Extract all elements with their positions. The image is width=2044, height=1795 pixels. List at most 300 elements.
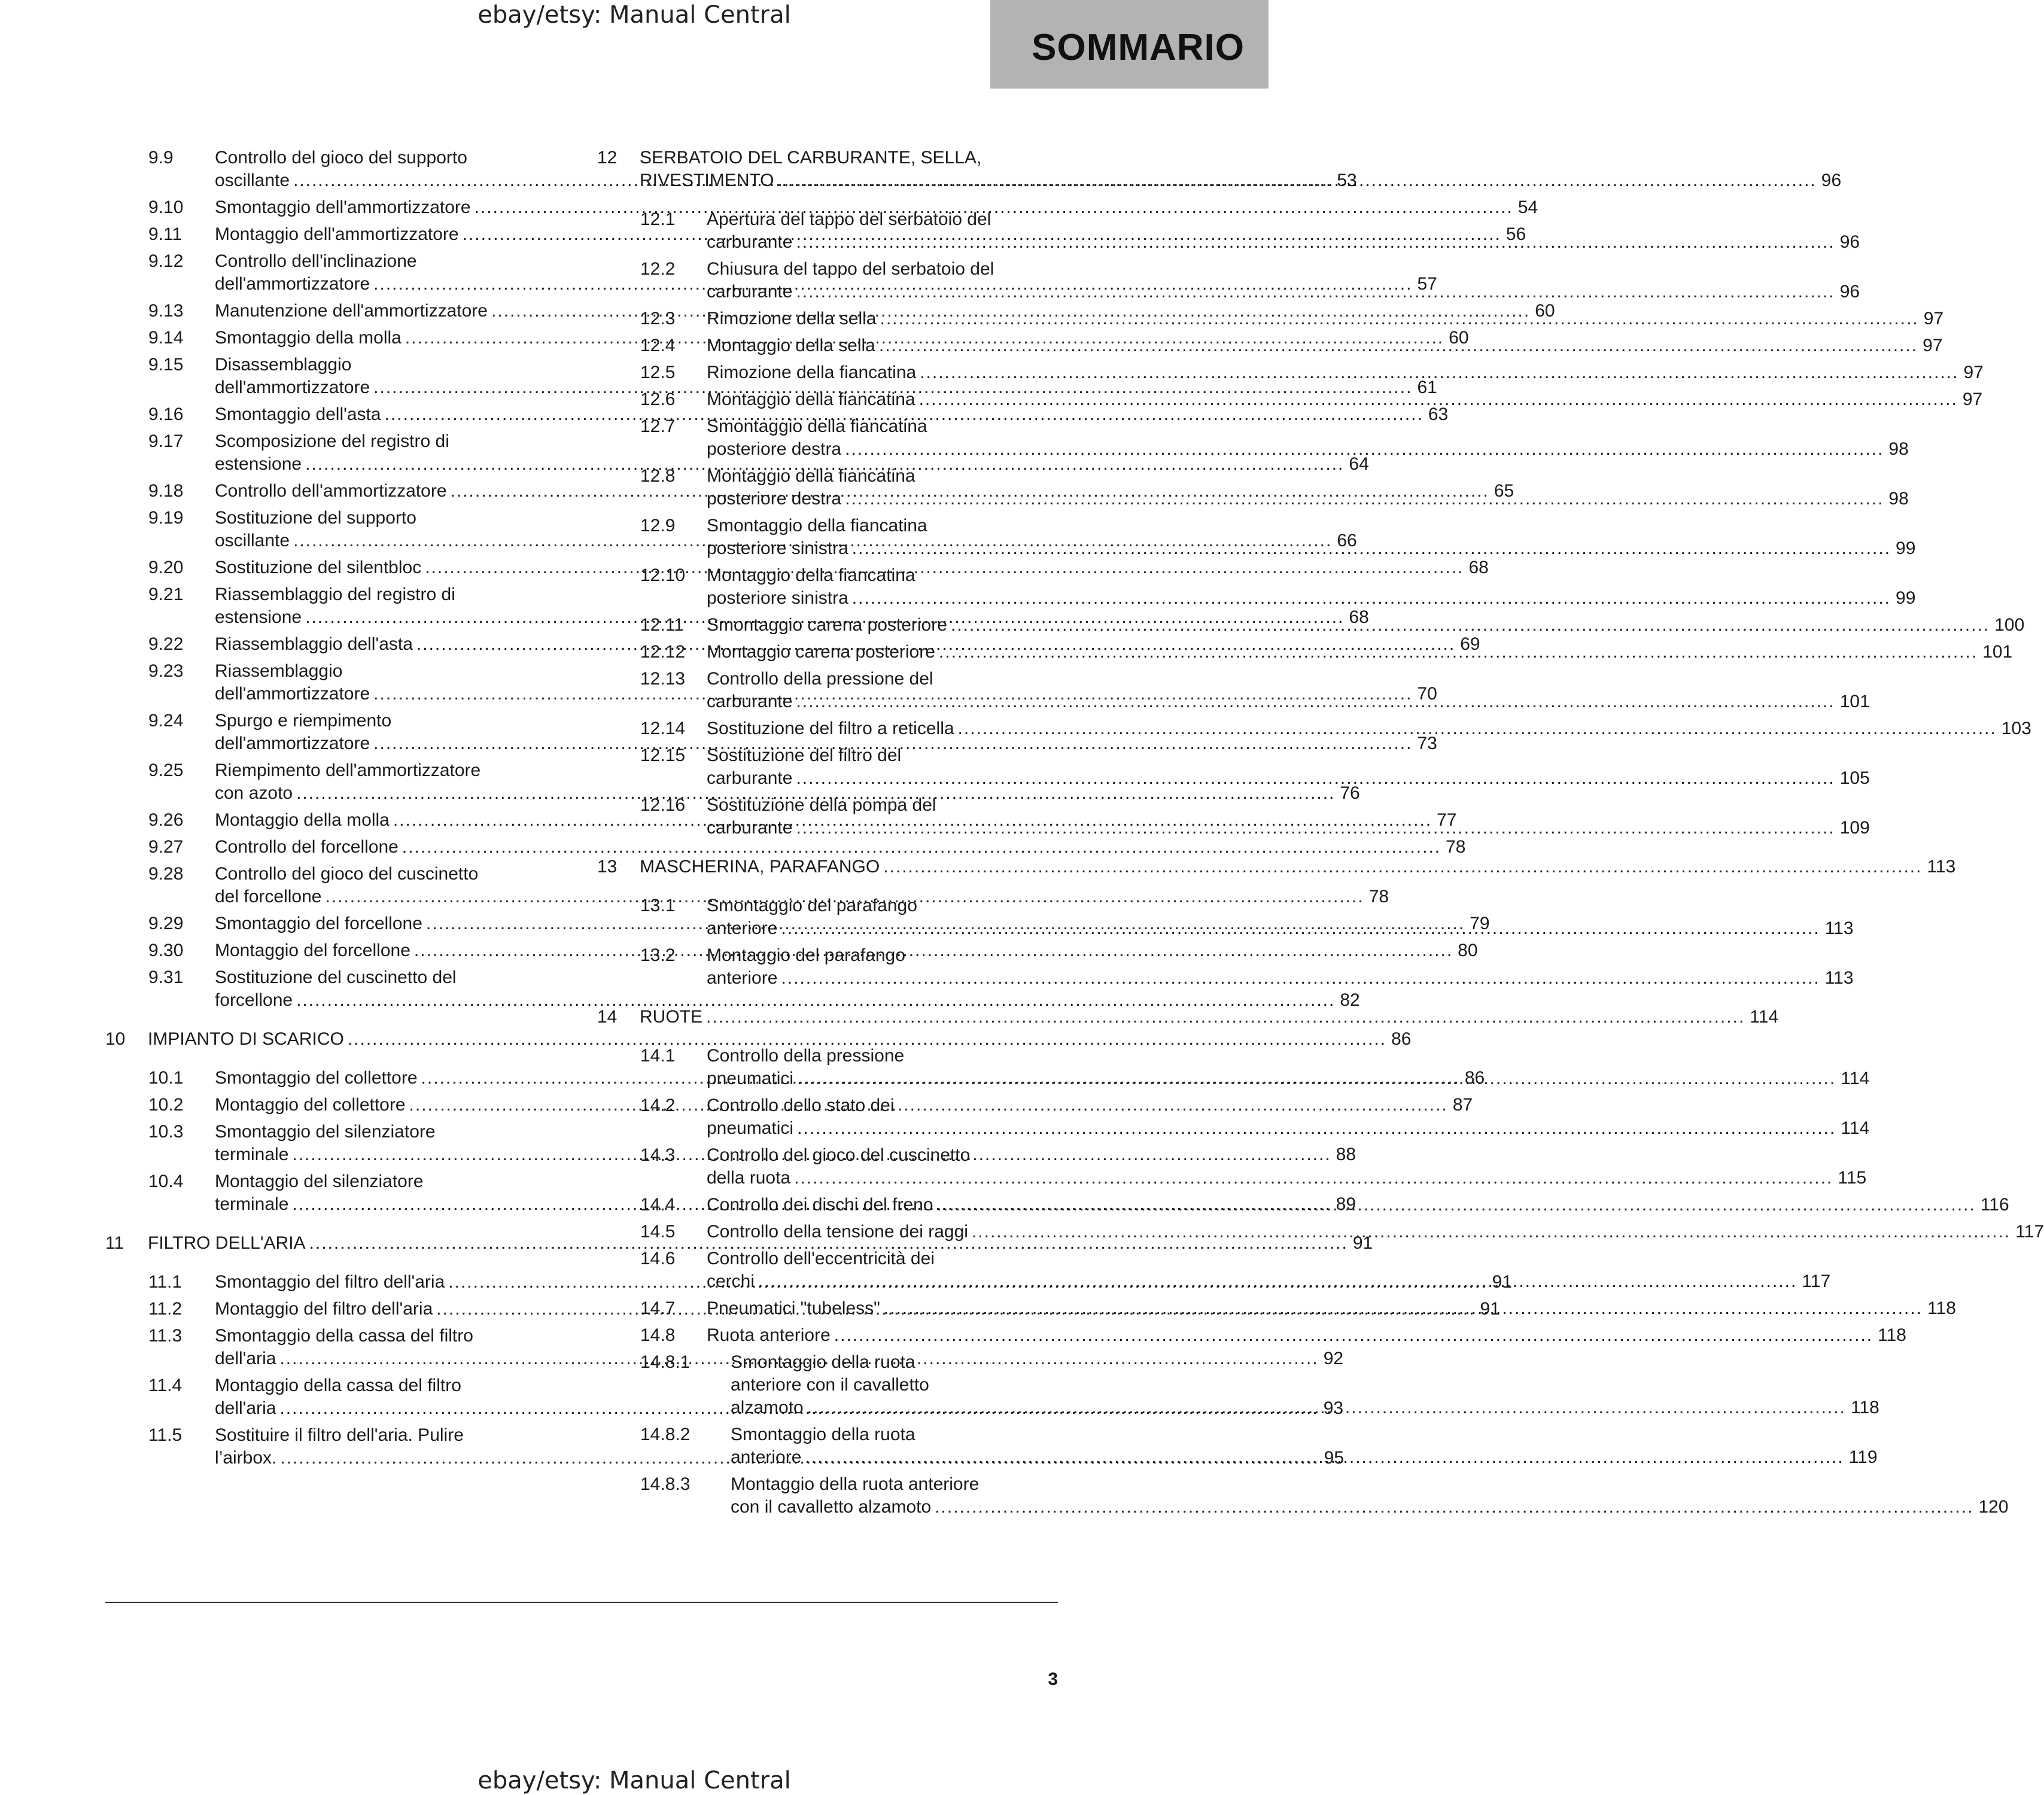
toc-entry-number: 9.14 — [148, 328, 184, 348]
toc-page-number: 80 — [1458, 941, 1478, 960]
toc-entry-line: Smontaggio dell'ammortizzatore — [215, 197, 471, 217]
toc-page-number: 69 — [1460, 634, 1480, 654]
toc-page-number: 114 — [1841, 1069, 1870, 1088]
toc-page-number: 64 — [1349, 454, 1369, 474]
toc-dot-leader — [797, 1117, 1836, 1140]
toc-entry-line: anteriore — [731, 1447, 802, 1467]
toc-entry[interactable] — [597, 361, 1984, 384]
toc-entry-number: 9.28 — [148, 864, 184, 884]
toc-page-number: 89 — [1336, 1194, 1356, 1214]
toc-entry-number: 9.26 — [148, 810, 184, 830]
toc-entry-line: Sostituzione del cuscinetto del — [215, 968, 457, 987]
toc-entry-line: dell'ammortizzatore — [215, 378, 370, 397]
toc-entry-number: 14.1 — [640, 1046, 676, 1066]
toc-entry-line: Controllo della tensione dei raggi — [707, 1222, 968, 1242]
toc-page-number: 91 — [1480, 1299, 1500, 1319]
toc-entry-line: Smontaggio della ruota — [731, 1352, 915, 1372]
toc-dot-leader — [758, 1270, 1797, 1293]
toc-dot-leader — [852, 587, 1891, 610]
toc-entry-number: 12.9 — [640, 516, 676, 536]
toc-entry-number: 14 — [597, 1007, 618, 1027]
toc-entry-line: Montaggio del parafango — [707, 945, 905, 965]
toc-entry-line: Smontaggio della fiancatina — [707, 416, 927, 436]
toc-entry-number: 13 — [597, 857, 618, 877]
toc-entry-text — [707, 1248, 1830, 1293]
toc-entry-line: carburante — [707, 692, 793, 711]
toc-chapter[interactable] — [105, 1028, 1412, 1051]
toc-entry-line: Chiusura del tappo del serbatoio del — [707, 259, 994, 279]
toc-entry-line: della ruota — [707, 1168, 791, 1188]
toc-entry-number: 9.24 — [148, 711, 184, 731]
toc-entry-number: 11 — [105, 1233, 124, 1253]
toc-entry[interactable] — [105, 836, 1466, 859]
toc-dot-leader — [935, 1496, 1973, 1519]
toc-entry-text — [731, 1351, 1879, 1419]
toc-page-number: 99 — [1896, 588, 1916, 608]
toc-entry-line: Controllo dell'ammortizzatore — [215, 481, 447, 501]
toc-page-number: 118 — [1927, 1298, 1956, 1318]
toc-entry-number: 14.8.2 — [640, 1425, 691, 1444]
toc-page-number: 109 — [1839, 818, 1870, 838]
toc-page-number: 113 — [1927, 857, 1956, 877]
toc-entry-line: Controllo del forcellone — [215, 837, 399, 857]
toc-page-number: 103 — [2001, 719, 2031, 738]
toc-chapter[interactable] — [597, 1006, 1779, 1029]
toc-entry-line: estensione — [215, 607, 302, 627]
toc-entry-number: 12.16 — [640, 795, 686, 815]
toc-entry-line: Rimozione della sella — [707, 309, 877, 328]
toc-entry-number: 12.4 — [640, 336, 676, 355]
toc-entry-text — [707, 1144, 1866, 1189]
toc-page-number: 57 — [1417, 274, 1437, 294]
toc-chapter[interactable] — [597, 856, 1956, 878]
toc-entry-line: Riassemblaggio — [215, 661, 343, 681]
toc-page-number: 117 — [2015, 1222, 2044, 1242]
toc-entry-text — [707, 308, 1943, 330]
toc-entry-line: oscillante — [215, 171, 290, 190]
toc-entry-text — [707, 717, 2031, 740]
toc-entry-number: 9.20 — [148, 558, 184, 577]
toc-entry-line: Riassemblaggio del registro di — [215, 585, 455, 604]
toc-entry-number: 10.1 — [148, 1068, 184, 1088]
toc-entry-number: 14.8 — [640, 1325, 676, 1345]
toc-page-number: 70 — [1417, 684, 1437, 704]
toc-entry-number: 14.7 — [640, 1298, 676, 1318]
toc-entry-line: Sostituzione del filtro del — [707, 746, 902, 765]
toc-entry-text — [731, 1473, 2009, 1519]
toc-page-number: 77 — [1437, 810, 1457, 830]
toc-page-number: 73 — [1417, 734, 1437, 753]
toc-entry-number: 14.4 — [640, 1195, 676, 1215]
toc-entry-line: anteriore con il cavalletto — [731, 1375, 929, 1395]
toc-entry-number: 9.19 — [148, 508, 184, 528]
toc-entry-line: FILTRO DELL'ARIA — [148, 1233, 306, 1253]
toc-entry-number: 14.6 — [640, 1249, 676, 1268]
page-number: 3 — [1048, 1669, 1058, 1689]
toc-entry-line: Montaggio della molla — [215, 810, 390, 830]
toc-dot-leader — [796, 690, 1835, 713]
toc-entry-number: 11.2 — [148, 1299, 182, 1319]
toc-entry-line: Smontaggio della cassa del filtro — [215, 1326, 473, 1346]
toc-entry-text — [707, 895, 1854, 940]
toc-page-number: 60 — [1449, 328, 1469, 348]
toc-entry-number: 12.10 — [640, 565, 686, 585]
toc-entry-line: posteriore destra — [707, 439, 842, 459]
toc-entry-number: 10.4 — [148, 1172, 184, 1191]
toc-entry-line: Controllo del gioco del cuscinetto — [707, 1145, 971, 1165]
toc-entry-text — [707, 515, 1915, 560]
toc-entry-number: 11.3 — [148, 1326, 182, 1346]
toc-entry-line: carburante — [707, 232, 793, 252]
toc-page-number: 120 — [1978, 1497, 2009, 1517]
toc-entry-line: Montaggio della cassa del filtro — [215, 1376, 461, 1395]
toc-entry-line: terminale — [215, 1145, 289, 1164]
toc-dot-leader — [883, 856, 1922, 878]
toc-entry-line: Controllo dell'eccentricità dei — [707, 1249, 935, 1268]
toc-entry-line: posteriore destra — [707, 489, 842, 509]
toc-entry-line: Controllo dell'inclinazione — [215, 251, 417, 271]
toc-entry-text — [707, 388, 1982, 411]
toc-entry-line: Smontaggio del silenziatore — [215, 1122, 436, 1142]
toc-page-number: 66 — [1337, 531, 1357, 550]
toc-entry[interactable] — [597, 1473, 2009, 1519]
toc-entry-line: Manutenzione dell'ammortizzatore — [215, 301, 488, 321]
toc-entry-line: Montaggio della fiancatina — [707, 565, 915, 585]
toc-page-number: 101 — [1982, 642, 2013, 662]
toc-entry-line: MASCHERINA, PARAFANGO — [640, 857, 880, 877]
toc-entry[interactable] — [597, 1324, 1906, 1347]
toc-page-number: 53 — [1337, 171, 1357, 190]
toc-entry-number: 10 — [105, 1029, 126, 1049]
toc-entry-line: Pneumatici "tubeless" — [707, 1298, 880, 1318]
toc-entry-number: 12.14 — [640, 719, 686, 738]
toc-entry-number: 14.5 — [640, 1222, 676, 1242]
toc-entry-line: alzamoto — [731, 1398, 804, 1417]
toc-entry-line: dell'aria — [215, 1398, 276, 1418]
toc-page-number: 97 — [1963, 363, 1984, 382]
toc-entry-number: 14.3 — [640, 1145, 676, 1165]
toc-entry-text — [707, 641, 2012, 664]
toc-page-number: 88 — [1336, 1145, 1356, 1164]
toc-entry-line: Sostituzione della pompa del — [707, 795, 936, 815]
toc-dot-leader — [958, 717, 1997, 740]
toc-entry[interactable] — [597, 388, 1983, 411]
toc-dot-leader — [777, 169, 1816, 192]
toc-page-number: 91 — [1492, 1272, 1512, 1292]
toc-dot-leader — [939, 641, 1978, 664]
toc-entry-line: Spurgo e riempimento — [215, 711, 392, 731]
toc-entry-number: 12.2 — [640, 259, 676, 279]
toc-entry-line: Montaggio della fiancatina — [707, 390, 915, 409]
toc-entry-line: anteriore — [707, 918, 778, 938]
toc-entry-text — [707, 1094, 1869, 1140]
toc-entry-text — [707, 614, 2024, 637]
toc-entry-line: Montaggio della fiancatina — [707, 466, 915, 486]
toc-entry[interactable] — [597, 415, 1909, 461]
toc-entry-line: Montaggio della sella — [707, 336, 875, 355]
toc-entry-text — [707, 1324, 1906, 1347]
toc-entry-number: 12.12 — [640, 642, 686, 662]
toc-entry-line: Controllo della pressione del — [707, 669, 933, 689]
toc-entry-number: 13.2 — [640, 945, 676, 965]
toc-entry-line: Sostituzione del silentbloc — [215, 558, 422, 577]
toc-entry-text — [707, 1045, 1869, 1090]
toc-entry-line: Disassemblaggio — [215, 355, 352, 375]
toc-entry-line: Sostituzione del filtro a reticella — [707, 719, 954, 738]
toc-dot-leader — [781, 967, 1820, 990]
toc-entry-text — [640, 856, 1955, 878]
toc-entry-line: anteriore — [707, 968, 778, 988]
toc-entry-text — [731, 1423, 1878, 1469]
toc-entry-line: estensione — [215, 454, 302, 474]
toc-entry-number: 11.5 — [148, 1425, 182, 1445]
toc-entry-number: 9.9 — [148, 148, 174, 168]
toc-entry-text — [707, 1194, 2009, 1216]
toc-page-number: 95 — [1324, 1448, 1345, 1468]
toc-entry-line: Montaggio del collettore — [215, 1095, 406, 1115]
toc-dot-leader — [805, 1446, 1844, 1469]
toc-entry-number: 12.1 — [640, 209, 676, 229]
toc-entry-number: 10.3 — [148, 1122, 184, 1142]
toc-entry-line: Smontaggio del collettore — [215, 1068, 418, 1088]
toc-page-number: 115 — [1838, 1168, 1867, 1188]
toc-entry-line: Riassemblaggio dell'asta — [215, 634, 413, 654]
toc-page-number: 97 — [1923, 336, 1943, 355]
toc-entry-number: 9.11 — [148, 224, 182, 244]
toc-entry-line: Smontaggio della fiancatina — [707, 516, 927, 536]
toc-dot-leader — [796, 281, 1835, 303]
toc-entry-line: pneumatici — [707, 1118, 794, 1138]
toc-entry-number: 9.30 — [148, 941, 184, 960]
toc-page-number: 105 — [1839, 768, 1870, 788]
toc-page-number: 101 — [1839, 692, 1870, 711]
toc-dot-leader — [884, 1297, 1923, 1320]
toc-page-number: 79 — [1470, 914, 1490, 933]
toc-entry-line: Controllo del gioco del supporto — [215, 148, 467, 168]
toc-entry-line: Ruota anteriore — [707, 1325, 831, 1345]
toc-entry-line: Rimozione della fiancatina — [707, 363, 917, 382]
toc-entry-line: Montaggio carena posteriore — [707, 642, 935, 662]
toc-dot-leader — [794, 1167, 1833, 1189]
toc-entry-line: posteriore sinistra — [707, 538, 848, 558]
toc-page-number: 92 — [1323, 1349, 1344, 1368]
toc-page-number: 86 — [1464, 1068, 1485, 1088]
toc-entry-number: 12.7 — [640, 416, 676, 436]
toc-entry-line: posteriore sinistra — [707, 588, 848, 608]
toc-entry-number: 9.25 — [148, 760, 184, 780]
toc-page-number: 68 — [1349, 607, 1369, 627]
toc-entry[interactable] — [597, 744, 1870, 790]
toc-entry-number: 9.16 — [148, 404, 184, 424]
toc-entry-line: pneumatici — [707, 1069, 794, 1088]
toc-entry-number: 12.11 — [640, 615, 684, 635]
toc-page-number: 116 — [1980, 1195, 2009, 1215]
toc-entry-line: Montaggio della ruota anteriore — [731, 1474, 980, 1494]
toc-page-number: 91 — [1352, 1233, 1373, 1253]
watermark-top: ebay/etsy: Manual Central — [477, 1, 791, 29]
toc-page-number: 98 — [1888, 489, 1909, 509]
toc-entry-line: Smontaggio del filtro dell'aria — [215, 1272, 445, 1292]
toc-entry-text — [707, 1221, 2044, 1243]
toc-entry-line: carburante — [707, 282, 793, 302]
toc-entry-line: terminale — [215, 1194, 289, 1214]
toc-entry-text — [707, 361, 1984, 384]
toc-dot-leader — [796, 231, 1835, 254]
toc-entry-text — [640, 1006, 1778, 1029]
toc-entry-number: 9.13 — [148, 301, 184, 321]
toc-entry[interactable] — [597, 717, 2031, 740]
toc-dot-leader — [972, 1221, 2010, 1243]
toc-entry-line: RIVESTIMENTO — [640, 171, 774, 190]
toc-dot-leader — [880, 308, 1918, 330]
toc-page-number: 118 — [1851, 1398, 1879, 1417]
toc-dot-leader — [845, 488, 1884, 510]
toc-entry-line: Montaggio dell'ammortizzatore — [215, 224, 459, 244]
toc-entry-line: RUOTE — [640, 1007, 702, 1027]
toc-entry-number: 9.15 — [148, 355, 184, 375]
toc-entry-text — [707, 944, 1854, 990]
toc-page-number: 99 — [1896, 538, 1916, 558]
footer-divider — [105, 1602, 1058, 1603]
toc-page-number: 113 — [1824, 968, 1854, 988]
toc-page-number: 97 — [1962, 390, 1983, 409]
toc-page-number: 96 — [1821, 171, 1842, 190]
toc-entry-number: 14.8.3 — [640, 1474, 691, 1494]
toc-entry-line: Smontaggio del forcellone — [215, 914, 422, 933]
toc-dot-leader — [845, 438, 1884, 461]
toc-entry-line: oscillante — [215, 531, 290, 550]
toc-page-number: 93 — [1323, 1398, 1344, 1418]
toc-entry-line: IMPIANTO DI SCARICO — [148, 1029, 344, 1049]
toc-page-number: 65 — [1494, 481, 1514, 501]
toc-entry-number: 12.6 — [640, 390, 676, 409]
toc-entry-line: dell'ammortizzatore — [215, 684, 370, 704]
toc-entry-line: Scomposizione del registro di — [215, 431, 449, 451]
toc-entry-line: Controllo della pressione — [707, 1046, 905, 1066]
toc-entry-number: 9.31 — [148, 968, 184, 987]
toc-dot-leader — [796, 817, 1835, 839]
toc-entry-number: 13.1 — [640, 896, 676, 915]
toc-entry-line: Smontaggio del parafango — [707, 896, 917, 915]
toc-entry-line: con il cavalletto alzamoto — [731, 1497, 932, 1517]
toc-entry-line: Sostituire il filtro dell'aria. Pulire — [215, 1425, 464, 1445]
toc-entry-line: Smontaggio carena posteriore — [707, 615, 947, 635]
toc-entry-line: forcellone — [215, 990, 293, 1010]
toc-entry-number: 9.17 — [148, 431, 184, 451]
toc-entry-text — [640, 147, 1841, 192]
toc-dot-leader — [834, 1324, 1873, 1347]
toc-page-number: 98 — [1888, 439, 1909, 459]
toc-entry-number: 9.21 — [148, 585, 184, 604]
toc-entry-text — [707, 744, 1870, 790]
toc-page-number: 78 — [1368, 887, 1389, 906]
toc-page-number: 68 — [1468, 558, 1489, 577]
toc-page-number: 61 — [1417, 378, 1437, 397]
toc-page-number: 86 — [1391, 1029, 1412, 1049]
toc-entry-number: 10.2 — [148, 1095, 184, 1115]
toc-entry-line: carburante — [707, 768, 793, 788]
toc-dot-leader — [852, 537, 1891, 560]
toc-dot-leader — [781, 917, 1820, 940]
toc-entry-line: Montaggio del filtro dell'aria — [215, 1299, 433, 1319]
page-title: SOMMARIO — [1032, 27, 1245, 68]
toc-page-number: 119 — [1848, 1447, 1878, 1467]
toc-entry-line: dell'ammortizzatore — [215, 734, 370, 753]
toc-entry-text — [707, 668, 1870, 713]
toc-entry-line: Montaggio del silenziatore — [215, 1172, 424, 1191]
toc-dot-leader — [879, 334, 1918, 357]
toc-entry-line: carburante — [707, 818, 793, 838]
toc-page-number: 100 — [1994, 615, 2025, 635]
toc-dot-leader — [937, 1194, 1976, 1216]
toc-entry-number: 9.23 — [148, 661, 184, 681]
toc-entry-text — [707, 415, 1909, 461]
toc-entry-line: Controllo dello stato dei — [707, 1096, 895, 1115]
toc-entry-number: 9.18 — [148, 481, 184, 501]
toc-dot-leader — [951, 614, 1990, 637]
toc-page-number: 97 — [1923, 309, 1944, 328]
toc-page-number: 118 — [1878, 1325, 1906, 1345]
toc-page-number: 78 — [1446, 837, 1466, 857]
toc-entry-line: Apertura del tappo del serbatoio del — [707, 209, 991, 229]
toc-entry-line: Smontaggio della ruota — [731, 1425, 915, 1444]
toc-page-number: 114 — [1841, 1118, 1870, 1138]
toc-entry-line: Controllo dei dischi del freno — [707, 1195, 933, 1215]
header-tab — [990, 0, 1269, 89]
toc-entry-text — [707, 208, 1860, 254]
toc-page-number: 114 — [1750, 1007, 1779, 1027]
toc-entry-line: Smontaggio dell'asta — [215, 404, 381, 424]
toc-entry-number: 9.10 — [148, 197, 184, 217]
toc-page-number: 96 — [1839, 282, 1860, 302]
toc-entry-number: 9.27 — [148, 837, 184, 857]
toc-dot-leader — [706, 1006, 1745, 1029]
toc-entry-number: 9.22 — [148, 634, 184, 654]
toc-entry-line: Smontaggio della molla — [215, 328, 402, 348]
toc-entry-number: 14.8.1 — [640, 1352, 691, 1372]
toc-entry-line: Sostituzione del supporto — [215, 508, 416, 528]
toc-page-number: 117 — [1802, 1271, 1831, 1291]
toc-entry-text — [707, 1297, 1956, 1320]
toc-entry-number: 9.12 — [148, 251, 184, 271]
toc-page-number: 63 — [1428, 404, 1449, 424]
toc-entry-number: 12 — [597, 148, 618, 168]
toc-page-number: 56 — [1505, 224, 1526, 244]
toc-entry-line: SERBATOIO DEL CARBURANTE, SELLA, — [640, 148, 982, 168]
toc-entry-line: Montaggio del forcellone — [215, 941, 410, 960]
toc-entry-number: 14.2 — [640, 1096, 676, 1115]
toc-entry-line: con azoto — [215, 783, 293, 803]
toc-entry-text — [707, 465, 1909, 510]
toc-entry-number: 12.13 — [640, 669, 686, 689]
toc-page-number: 54 — [1517, 197, 1538, 217]
toc-entry-number: 9.29 — [148, 914, 184, 933]
toc-entry-text — [707, 334, 1943, 357]
toc-page-number: 87 — [1452, 1095, 1473, 1115]
toc-entry-number: 12.15 — [640, 746, 686, 765]
toc-entry-number: 11.1 — [148, 1272, 182, 1292]
toc-entry-number: 12.3 — [640, 309, 676, 328]
toc-entry-line: cerchi — [707, 1271, 755, 1291]
watermark-bottom: ebay/etsy: Manual Central — [477, 1767, 791, 1794]
toc-dot-leader — [797, 1067, 1836, 1090]
toc-entry-number: 12.5 — [640, 363, 676, 382]
toc-entry-number: 12.8 — [640, 466, 676, 486]
toc-dot-leader — [920, 361, 1958, 384]
toc-page-number: 96 — [1839, 232, 1860, 252]
toc-dot-leader — [807, 1397, 1846, 1419]
toc-dot-leader — [796, 767, 1835, 790]
